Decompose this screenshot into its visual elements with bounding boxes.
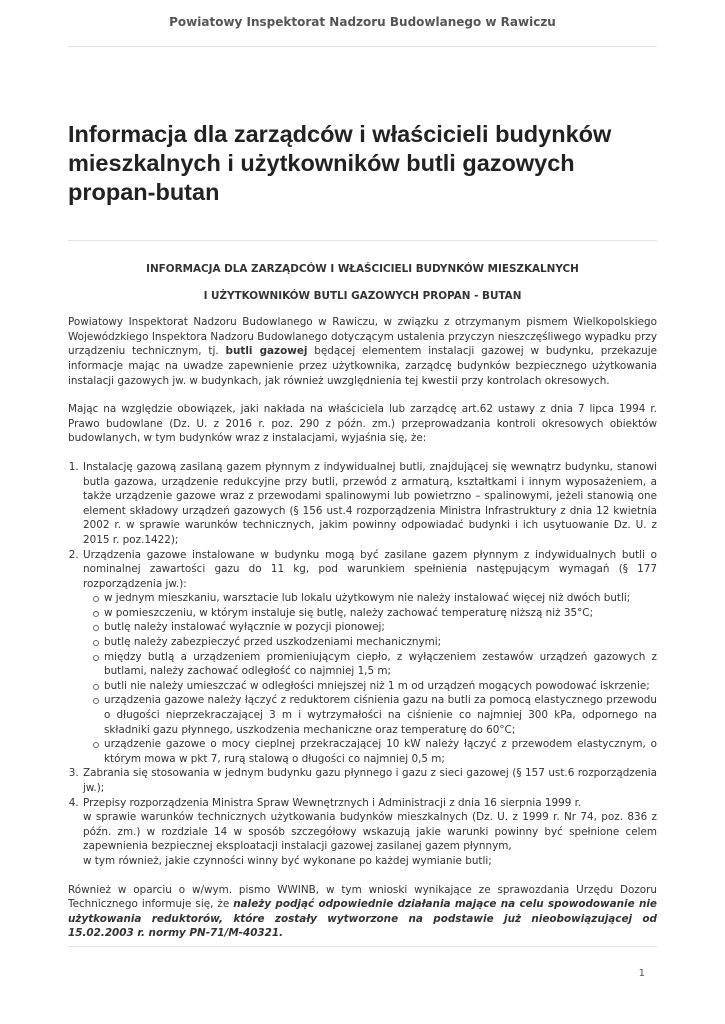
obligation-paragraph: Mając na względzie obowiązek, jaki nakłada na właściciela lub zarządcę art.62 ustawy z dnia 7 lipca 1994 r. Prawo budowlane (Dz. U. z 2016 r. poz. 290 z późn. zm.) przeprowadzania kontroli okresowych obiektów budowlanych, w tym budynków wraz z instalacjami, wyjaśnia się, że: bbox=[68, 403, 657, 445]
list-item-2-text: Urządzenia gazowe instalowane w budynku mogą być zasilane gazem płynnym z indywidualnych butli o nominalnej zawartości gazu do 11 kg, pod warunkiem spełnienia następującym wymagań (§ 177 rozporządzenia jw.): bbox=[83, 548, 657, 590]
intro-text-end: będącej elementem instalacji gazowej w budynku, przekazuje informacje mając na uwadze zapewnienie przez użytkownika, zarządcę budynków bezpiecznego użytkowania instalacji gazowych jw. w budynkach, jak również uwzględnienia tej kwestii przy kontrolach okresowych. bbox=[68, 345, 658, 387]
sub-list-item: butli nie należy umieszczać w odległości mniejszej niż 1 m od urządzeń mogących powodować iskrzenie; bbox=[93, 679, 657, 694]
intro-paragraph bbox=[68, 315, 657, 388]
closing-paragraph bbox=[68, 883, 657, 941]
list-item-4 bbox=[82, 796, 657, 869]
list-item-4-line-3: w tym również, jakie czynności winny być wykonane po każdej wymianie butli; bbox=[83, 854, 492, 867]
footer-divider bbox=[68, 946, 657, 947]
list-item-1-text: Instalację gazową zasilaną gazem płynnym z indywidualnej butli, znajdującej się wewnątrz budynku, stanowi butla gazowa, urządzenie redukcyjne przy butli, przewód z armaturą, kształtkami i innym wyposażeniem, a także urządzenie gazowe wraz z przewodami spalinowymi lub powietrzno – spalinowymi, jeżeli stanowią one element składowy urządzeń gazowych (§ 156 ust.4 rozporządzenia Ministra Infrastruktury z dnia 12 kwietnia 2002 r. w sprawie warunków technicznych, jakim powinny odpowiadać budynki i ich usytuowanie Dz. U. z 2015 r. poz.1422); bbox=[83, 460, 657, 546]
sub-list-item: w pomieszczeniu, w którym instaluje się butlę, należy zachować temperaturę niższą niż 35°C; bbox=[93, 606, 657, 621]
list-item-3 bbox=[82, 766, 657, 795]
document-header: Powiatowy Inspektorat Nadzoru Budowlanego w Rawiczu bbox=[169, 15, 556, 29]
sub-list-item: butlę należy instalować wyłącznie w pozycji pionowej; bbox=[93, 620, 657, 635]
title-divider bbox=[68, 240, 657, 241]
intro-text-start: Powiatowy Inspektorat Nadzoru Budowlanego w Rawiczu, w związku z otrzymanym pismem Wielkopolskiego Wojewódzkiego Inspektora Nadzoru Budowlanego dotyczącym ustalenia przyczyn nieszczęśliwego wypadku przy urządzeniu technicznym, tj. bbox=[68, 316, 657, 358]
sub-list-item: między butlą a urządzeniem promieniującym ciepło, z wyłączeniem zestawów urządzeń gazowych z butlami, należy zachować odległość co najmniej 1,5 m; bbox=[93, 650, 657, 679]
header-divider bbox=[68, 46, 657, 47]
page-number: 1 bbox=[638, 968, 645, 979]
page-title: Informacja dla zarządców i właścicieli budynków mieszkalnych i użytkowników butli gazowych propan-butan bbox=[68, 121, 612, 205]
sub-list-item: urządzenia gazowe należy łączyć z reduktorem ciśnienia gazu na butli za pomocą elastycznego przewodu o długości nieprzekraczającej 3 m i wytrzymałości na ciśnienie co najmniej 300 kPa, odpornego na składniki gazu płynnego, uszkodzenia mechaniczne oraz temperaturę do 60°C; bbox=[93, 693, 657, 737]
sub-list bbox=[83, 591, 657, 766]
document-body bbox=[68, 262, 657, 955]
list-item-4-line-1: 4. Przepisy rozporządzenia Ministra Spraw Wewnętrznych i Administracji z dnia 16 sierpnia 1999 r. bbox=[83, 796, 582, 809]
sub-list-item: w jednym mieszkaniu, warsztacie lub lokalu użytkowym nie należy instalować więcej niż dwóch butli; bbox=[93, 591, 657, 606]
closing-emphasis: należy podjąć odpowiednie działania mające na celu spowodowanie nie użytkowania reduktorów, które zostały wytworzone na podstawie już nieobowiązującej od 15.02.2003 r. normy PN-71/M-40321. bbox=[68, 898, 657, 940]
subheading-line-2: I UŻYTKOWNIKÓW BUTLI GAZOWYCH PROPAN - BUTAN bbox=[203, 289, 522, 302]
numbered-list bbox=[68, 460, 657, 869]
intro-bold-term: butli gazowej bbox=[225, 345, 308, 358]
sub-list-item: butlę należy zabezpieczyć przed uszkodzeniami mechanicznymi; bbox=[93, 635, 657, 650]
list-item-4-line-2: w sprawie warunków technicznych użytkowania budynków mieszkalnych (Dz. U. z 1999 r. Nr 74, poz. 836 z późn. zm.) w rozdziale 14 w sposób szczegółowy wskazują jakie warunki powinny być spełnione celem zapewnienia bezpiecznej eksploatacji instalacji gazowej zasilanej gazem płynnym, bbox=[83, 811, 657, 853]
sub-list-item: urządzenie gazowe o mocy cieplnej przekraczającej 10 kW należy łączyć z przewodem elastycznym, o którym mowa w pkt 7, rurą stalową o długości co najmniej 0,5 m; bbox=[93, 737, 657, 766]
list-item-2 bbox=[82, 548, 657, 767]
list-item-1 bbox=[82, 460, 657, 548]
list-item-3-text: Zabrania się stosowania w jednym budynku gazu płynnego i gazu z sieci gazowej (§ 157 ust.6 rozporządzenia jw.); bbox=[83, 767, 657, 794]
closing-text: Również w oparciu o w/wym. pismo WWINB, w tym wnioski wynikające ze sprawozdania Urzędu Dozoru Technicznego informuje się, że bbox=[68, 883, 657, 911]
subheading-line-1: INFORMACJA DLA ZARZĄDCÓW I WŁAŚCICIELI BUDYNKÓW MIESZKALNYCH bbox=[146, 263, 579, 275]
